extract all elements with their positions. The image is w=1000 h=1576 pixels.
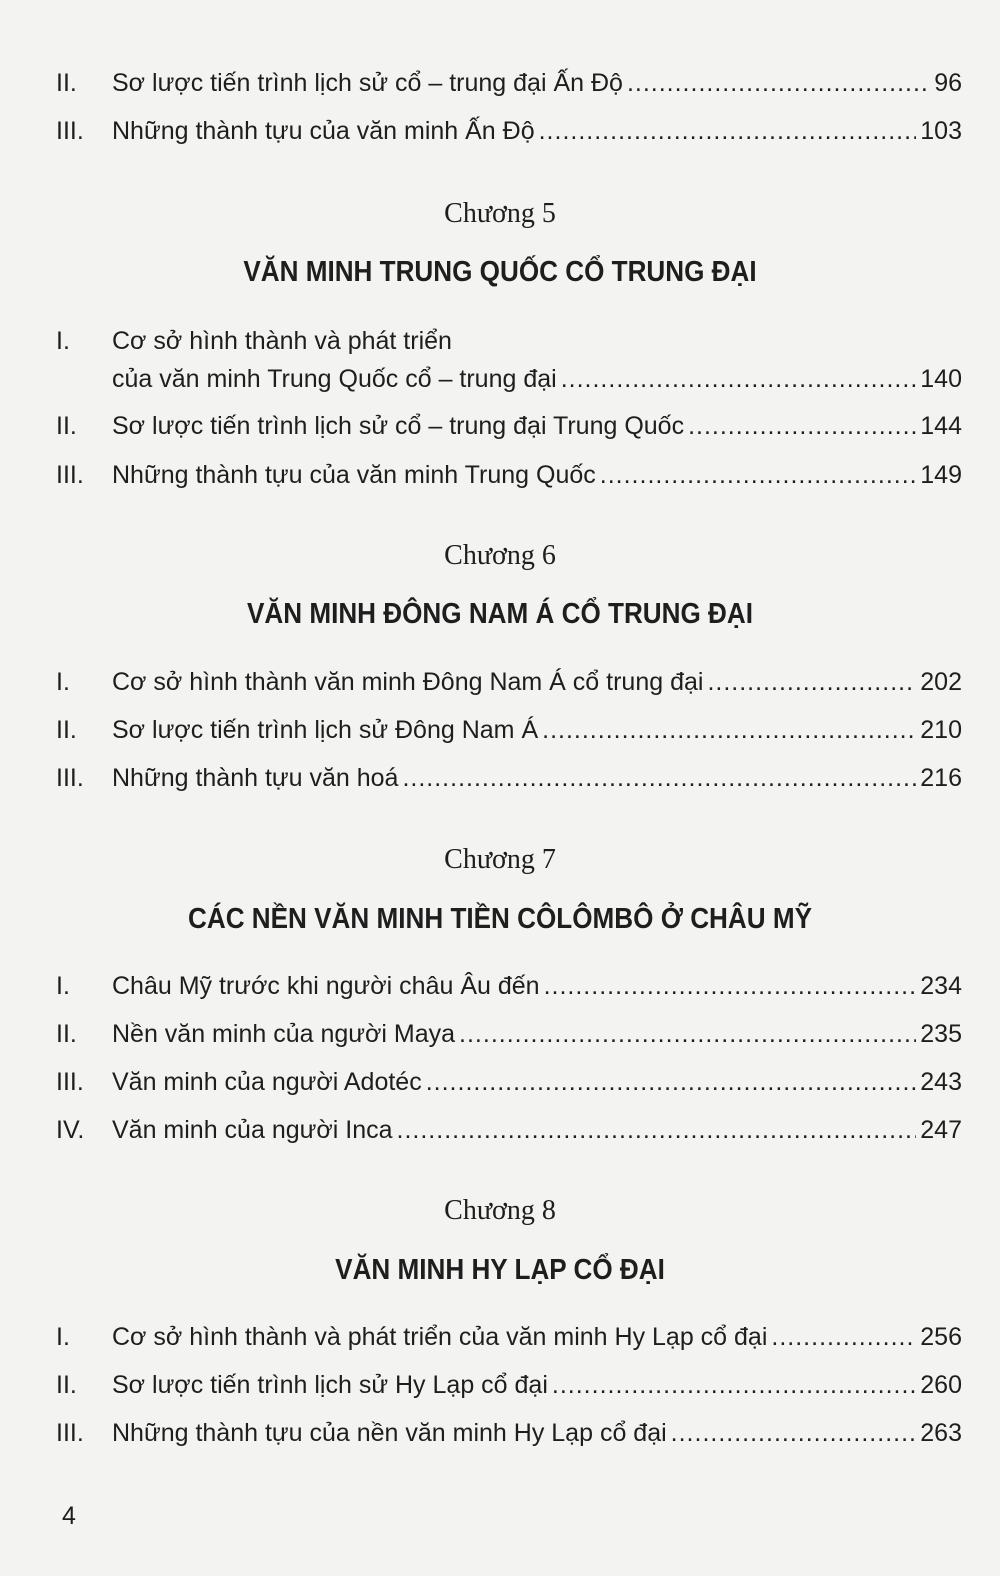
dot-leader: [552, 1370, 916, 1400]
entry-number: I.: [56, 972, 70, 1000]
chapter-title: CÁC NỀN VĂN MINH TIỀN CÔLÔMBÔ Ở CHÂU MỸ: [187, 903, 813, 935]
entry-number: II.: [56, 412, 77, 440]
entry-number: I.: [56, 327, 70, 355]
entry-title: Những thành tựu văn hoá: [112, 764, 399, 792]
entry-number: III.: [56, 461, 84, 489]
entry-number: II.: [56, 69, 77, 97]
entry-page-number: 216: [920, 764, 962, 792]
entry-title: Văn minh của người Inca: [112, 1116, 393, 1144]
entry-number: IV.: [56, 1116, 85, 1144]
entry-page-number: 210: [920, 716, 962, 744]
entry-number: II.: [56, 1371, 77, 1399]
dot-leader: [561, 364, 917, 394]
entry-title: Văn minh của người Adotéc: [112, 1068, 422, 1096]
entry-number: III.: [56, 117, 84, 145]
entry-page-number: 247: [920, 1116, 962, 1144]
entry-title: Những thành tựu của nền văn minh Hy Lạp cổ đại: [112, 1419, 667, 1447]
dot-leader: [707, 667, 916, 697]
dot-leader: [671, 1418, 917, 1448]
chapter-label: Chương 8: [444, 1195, 556, 1226]
entry-number: I.: [56, 1323, 70, 1351]
dot-leader: [542, 715, 916, 745]
entry-number: II.: [56, 716, 77, 744]
entry-title: Nền văn minh của người Maya: [112, 1020, 456, 1048]
entry-page-number: 263: [920, 1419, 962, 1447]
entry-number: I.: [56, 668, 70, 696]
page-number: 4: [62, 1502, 76, 1530]
dot-leader: [771, 1322, 916, 1352]
entry-title: Cơ sở hình thành và phát triển của văn minh Hy Lạp cổ đại: [112, 1323, 768, 1351]
chapter-label: Chương 6: [444, 540, 556, 571]
chapter-title: VĂN MINH ĐÔNG NAM Á CỔ TRUNG ĐẠI: [246, 598, 754, 630]
dot-leader: [688, 411, 916, 441]
entry-page-number: 202: [920, 668, 962, 696]
entry-title: Sơ lược tiến trình lịch sử Đông Nam Á: [112, 716, 539, 744]
entry-page-number: 144: [920, 412, 962, 440]
entry-title: Những thành tựu của văn minh Trung Quốc: [112, 461, 596, 489]
chapter-title: VĂN MINH TRUNG QUỐC CỔ TRUNG ĐẠI: [243, 256, 757, 288]
dot-leader: [600, 460, 917, 490]
dot-leader: [426, 1067, 917, 1097]
chapter-label: Chương 5: [444, 198, 556, 229]
entry-number: III.: [56, 1068, 84, 1096]
entry-number: III.: [56, 764, 84, 792]
entry-title: Sơ lược tiến trình lịch sử Hy Lạp cổ đại: [112, 1371, 548, 1399]
dot-leader: [627, 68, 930, 98]
dot-leader: [402, 763, 916, 793]
entry-page-number: 260: [920, 1371, 962, 1399]
entry-number: II.: [56, 1020, 77, 1048]
entry-page-number: 256: [920, 1323, 962, 1351]
entry-page-number: 103: [920, 117, 962, 145]
dot-leader: [397, 1115, 917, 1145]
entry-title: Những thành tựu của văn minh Ấn Độ: [112, 117, 535, 145]
entry-title: Sơ lược tiến trình lịch sử cổ – trung đại Ấn Độ: [112, 69, 623, 97]
entry-title: Sơ lược tiến trình lịch sử cổ – trung đại Trung Quốc: [112, 412, 685, 440]
entry-page-number: 149: [920, 461, 962, 489]
entry-title-continued: của văn minh Trung Quốc cổ – trung đại: [112, 365, 557, 393]
dot-leader: [459, 1019, 916, 1049]
dot-leader: [539, 116, 917, 146]
entry-page-number: 234: [920, 972, 962, 1000]
dot-leader: [544, 971, 917, 1001]
entry-number: III.: [56, 1419, 84, 1447]
entry-page-number: 140: [920, 365, 962, 393]
chapter-label: Chương 7: [444, 844, 556, 875]
entry-title: Cơ sở hình thành văn minh Đông Nam Á cổ trung đại: [112, 668, 704, 696]
entry-title: Châu Mỹ trước khi người châu Âu đến: [112, 972, 540, 1000]
entry-title: Cơ sở hình thành và phát triển: [112, 327, 452, 355]
entry-page-number: 96: [934, 69, 962, 97]
entry-page-number: 235: [920, 1020, 962, 1048]
entry-page-number: 243: [920, 1068, 962, 1096]
chapter-title: VĂN MINH HY LẠP CỔ ĐẠI: [335, 1254, 665, 1286]
